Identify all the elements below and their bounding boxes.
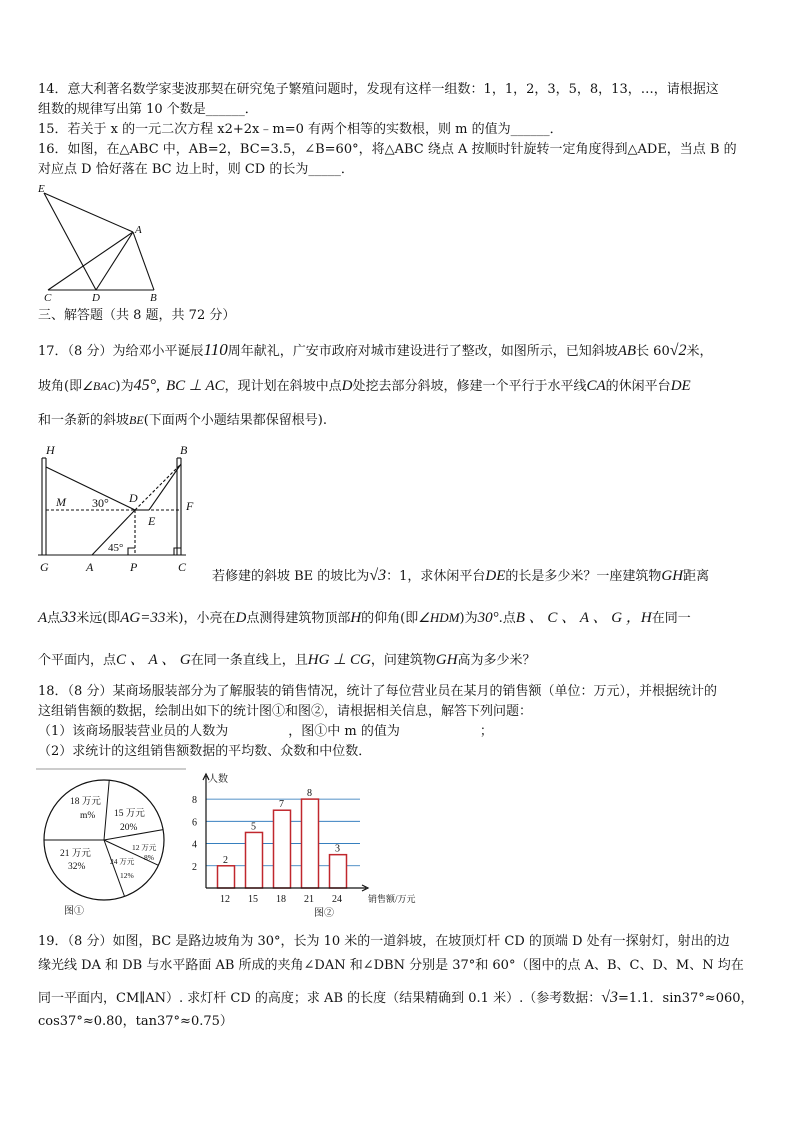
q17-math: BE bbox=[129, 413, 144, 427]
q17-math: CA bbox=[586, 378, 606, 394]
bar-ylabel: 人数 bbox=[208, 774, 228, 785]
q17-line2 bbox=[38, 376, 758, 397]
q14-line1: 14．意大利著名数学家斐波那契在研究兔子繁殖问题时，发现有这样一组数：1，1，2，3，5，8，13，…，请根据这 bbox=[38, 82, 719, 97]
q17-text: 的仰角(即 bbox=[361, 611, 419, 626]
bar-ytick: 4 bbox=[192, 839, 197, 851]
pie-label-15: 15 万元 bbox=[114, 809, 145, 819]
q18-text: （1）该商场服装营业员的人数为 bbox=[38, 724, 229, 739]
q19-text: =1.1．sin37°≈060， bbox=[617, 991, 754, 1006]
bar-ytick: 2 bbox=[192, 861, 197, 873]
bar-24 bbox=[330, 855, 347, 888]
bar-18 bbox=[274, 810, 291, 888]
bar-ytick: 8 bbox=[192, 795, 197, 807]
q17-math: √3 bbox=[369, 567, 387, 584]
q19-text: 同一平面内，CM∥AN）. 求灯杆 CD 的高度；求 AB 的长度（结果精确到 0.1 米）.（参考数据： bbox=[38, 991, 602, 1006]
q17-label-p: P bbox=[130, 560, 138, 574]
pie-pct-15: 20% bbox=[120, 823, 138, 833]
q17-line1 bbox=[38, 340, 758, 362]
q17-math: BC ⊥ AC bbox=[165, 378, 225, 394]
bar-xtick: 18 bbox=[276, 894, 286, 905]
q17-text: )为 bbox=[459, 611, 478, 626]
q17-math: C 、 A 、 G bbox=[116, 652, 191, 668]
q17-line6 bbox=[38, 650, 758, 671]
q16-label-c: C bbox=[44, 292, 52, 302]
q17-text: )为 bbox=[115, 379, 134, 394]
q17-math: AB bbox=[617, 343, 637, 359]
q18-text: ； bbox=[479, 724, 493, 739]
q17-text: 坡角(即 bbox=[38, 379, 83, 394]
q17-text: 点 bbox=[47, 611, 61, 626]
pie-label-18: 18 万元 bbox=[70, 797, 101, 807]
q17-text: 若修建的斜坡 BE 的坡比为 bbox=[212, 569, 370, 584]
q17-math: D bbox=[341, 378, 353, 394]
q15-line1: 15．若关于 x 的一元二次方程 x2+2x﹣m=0 有两个相等的实数根，则 m 的值为______． bbox=[38, 122, 563, 137]
q17-math: ∠HDM bbox=[418, 610, 460, 625]
q17-math: GH bbox=[435, 652, 458, 668]
q16-label-a: A bbox=[135, 224, 142, 236]
q18-text: ，图①中 m 的值为 bbox=[288, 724, 400, 739]
q17-text: 距离 bbox=[683, 569, 710, 584]
q17-text: 周年献礼，广安市政府对城市建设进行了整改，如图所示，已知斜坡 bbox=[227, 344, 618, 359]
q17-math: 33 bbox=[60, 609, 77, 626]
q17-label-m: M bbox=[56, 495, 66, 509]
q17-label-c: C bbox=[178, 560, 187, 574]
q19-math: √3 bbox=[601, 989, 618, 1006]
q17-label-45: 45° bbox=[108, 542, 124, 554]
q17-text: 的休闲平台 bbox=[605, 379, 671, 394]
q17-text: 米远(即 bbox=[76, 611, 121, 626]
q17-text: 在同一 bbox=[651, 611, 691, 626]
q19-line4: cos37°≈0.80，tan37°≈0.75） bbox=[38, 1014, 233, 1029]
q17-text: 在同一条直线上，且 bbox=[190, 653, 308, 668]
pie-pct-18: m% bbox=[80, 811, 96, 821]
q17-math: ∠BAC bbox=[82, 379, 116, 393]
q17-math: D bbox=[235, 610, 247, 626]
q17-math: A bbox=[38, 610, 48, 626]
q17-label-30: 30° bbox=[92, 496, 109, 510]
q16-figure bbox=[36, 182, 166, 302]
q17-label-e: E bbox=[148, 514, 156, 528]
q16-line1: 16．如图，在△ABC 中，AB=2，BC=3.5，∠B=60°，将△ABC 绕点 A 按顺时针旋转一定角度得到△ADE，当点 B 的 bbox=[38, 142, 737, 157]
pie-caption: 图① bbox=[64, 906, 84, 917]
bar-value-label: 5 bbox=[251, 821, 256, 833]
pie-chart bbox=[36, 768, 186, 920]
q17-math: √2 bbox=[669, 342, 687, 359]
q17-line5 bbox=[38, 608, 758, 629]
q17-math: HG ⊥ CG bbox=[307, 652, 371, 668]
q16-line2: 对应点 D 恰好落在 BC 边上时，则 CD 的长为_____． bbox=[38, 162, 354, 177]
q17-label-f: F bbox=[186, 499, 194, 513]
pie-label-12: 12 万元 bbox=[132, 843, 157, 852]
q17-math: AG=33 bbox=[120, 610, 166, 626]
q17-text: 米)，小亮在 bbox=[165, 611, 236, 626]
q16-label-b: B bbox=[150, 292, 157, 302]
pie-pct-21: 32% bbox=[68, 862, 86, 872]
bar-21 bbox=[302, 799, 319, 888]
section-title: 三、解答题（共 8 题，共 72 分） bbox=[38, 308, 236, 323]
q17-label-g: G bbox=[40, 560, 49, 574]
bar-xtick: 15 bbox=[248, 894, 258, 905]
bar-value-label: 8 bbox=[307, 788, 312, 800]
bar-ytick: 6 bbox=[192, 817, 197, 829]
q17-label-d: D bbox=[129, 491, 138, 505]
bar-value-label: 2 bbox=[223, 854, 228, 866]
pie-label-21: 21 万元 bbox=[60, 849, 91, 859]
q17-math: 30° bbox=[477, 610, 499, 626]
q17-number: 110 bbox=[203, 340, 228, 359]
q17-math: H bbox=[640, 610, 652, 626]
bar-xtick: 21 bbox=[304, 894, 314, 905]
q17-text: (下面两个小题结果都保留根号). bbox=[143, 413, 327, 428]
q19-line2: 缘光线 DA 和 DB 与水平路面 AB 所成的夹角∠DAN 和∠DBN 分别是 37°和 60°（图中的点 A、B、C、D、M、N 均在 bbox=[38, 958, 744, 973]
bar-12 bbox=[218, 866, 235, 888]
bar-xtick: 24 bbox=[332, 894, 342, 905]
bar-chart bbox=[186, 770, 426, 920]
q17-text: 高为多少米？ bbox=[457, 653, 536, 668]
q17-text: ，现计划在斜坡中点 bbox=[224, 379, 342, 394]
q17-math: DE bbox=[485, 568, 506, 584]
pie-label-24: 24 万元 bbox=[110, 857, 135, 866]
q17-text: ：1，求休闲平台 bbox=[386, 569, 486, 584]
bar-caption: 图② bbox=[314, 908, 334, 919]
pie-pct-12: 8% bbox=[144, 853, 154, 862]
q17-math: H bbox=[350, 610, 362, 626]
bar-15 bbox=[246, 832, 263, 888]
q19-line1: 19．（8 分）如图，BC 是路边坡角为 30°，长为 10 米的一道斜坡，在坡顶灯杆 CD 的顶端 D 处有一探射灯，射出的边 bbox=[38, 934, 730, 949]
q17-label-b: B bbox=[180, 443, 188, 457]
q17-math: GH bbox=[661, 568, 684, 584]
q18-line2: 这组销售额的数据，绘制出如下的统计图①和图②，请根据相关信息，解答下列问题： bbox=[38, 704, 533, 719]
q16-label-d: D bbox=[92, 292, 100, 302]
q17-line4 bbox=[212, 566, 772, 587]
q17-label-a: A bbox=[86, 560, 94, 574]
q17-text: 和一条新的斜坡 bbox=[38, 413, 130, 428]
q17-text: .点 bbox=[498, 611, 516, 626]
bar-xtick: 12 bbox=[220, 894, 230, 905]
q17-text: 处挖去部分斜坡，修建一个平行于水平线 bbox=[352, 379, 587, 394]
q17-line3 bbox=[38, 410, 758, 431]
q18-line4: （2）求统计的这组销售额数据的平均数、众数和中位数． bbox=[38, 744, 372, 759]
q14-line2: 组数的规律写出第 10 个数是______． bbox=[38, 102, 258, 117]
q17-text: 17．（8 分）为给邓小平诞辰 bbox=[38, 344, 204, 359]
bar-xlabel: 销售额/万元 bbox=[368, 894, 416, 904]
q17-math: 45°, bbox=[133, 377, 160, 394]
q17-text: 米， bbox=[686, 344, 713, 359]
q17-text: 长 60 bbox=[636, 344, 670, 359]
q17-math: DE bbox=[670, 378, 691, 394]
q19-line3 bbox=[38, 988, 758, 1009]
q17-text: ，问建筑物 bbox=[370, 653, 436, 668]
bar-value-label: 3 bbox=[335, 843, 340, 855]
q18-line3 bbox=[38, 722, 758, 742]
q17-text: 点测得建筑物顶部 bbox=[246, 611, 351, 626]
pie-pct-24: 12% bbox=[120, 871, 134, 880]
q17-text: 的长是多少米？一座建筑物 bbox=[505, 569, 662, 584]
q17-math: B 、 C 、 A 、 G ， bbox=[515, 610, 641, 626]
bar-value-label: 7 bbox=[279, 799, 284, 811]
q17-figure bbox=[36, 440, 206, 580]
q16-label-e: E bbox=[38, 183, 45, 195]
q18-line1: 18．（8 分）某商场服装部分为了解服装的销售情况，统计了每位营业员在某月的销售额（单位：万元），并根据统计的 bbox=[38, 684, 717, 699]
q17-label-h: H bbox=[46, 443, 55, 457]
q17-text: 个平面内，点 bbox=[38, 653, 117, 668]
